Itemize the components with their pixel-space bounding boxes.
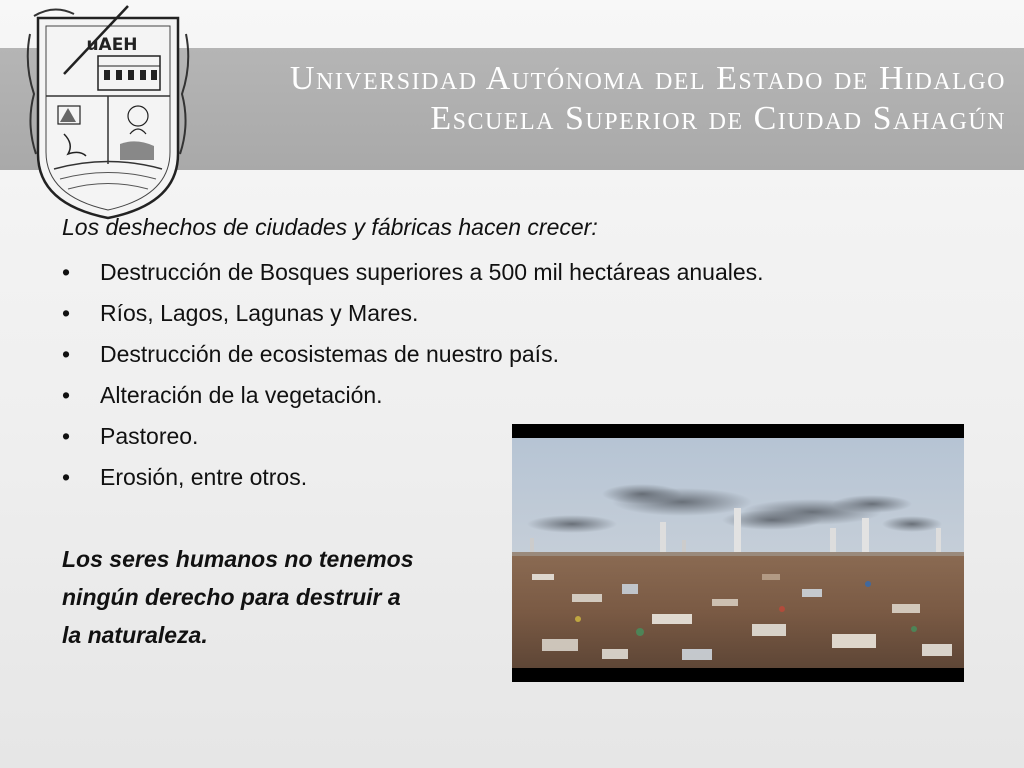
conclusion-line: Los seres humanos no tenemos — [62, 546, 414, 572]
bullet-text: Ríos, Lagos, Lagunas y Mares. — [100, 300, 419, 326]
conclusion-line: ningún derecho para destruir a — [62, 584, 401, 610]
bullet-marker: • — [62, 423, 71, 449]
bullet-text: Erosión, entre otros. — [100, 464, 308, 490]
conclusion-statement — [62, 540, 502, 654]
bullet-text: Alteración de la vegetación. — [100, 382, 383, 408]
bullet-text: Pastoreo. — [100, 423, 199, 449]
bullet-text: Destrucción de ecosistemas de nuestro país. — [100, 341, 559, 367]
bullet-marker: • — [62, 464, 71, 490]
bullet-item — [62, 375, 942, 416]
university-name: Universidad Autónoma del Estado de Hidalgo — [289, 60, 1006, 97]
seal-letters: uAEH — [86, 35, 138, 55]
bullet-item — [62, 334, 942, 375]
bullet-text: Destrucción de Bosques superiores a 500 mil hectáreas anuales. — [100, 259, 764, 285]
intro-text: Los deshechos de ciudades y fábricas hacen crecer: — [62, 214, 598, 240]
bullet-marker: • — [62, 259, 71, 285]
bullet-marker: • — [62, 300, 71, 326]
bullet-item — [62, 252, 942, 293]
pollution-landfill-photo — [512, 424, 964, 682]
school-name: Escuela Superior de Ciudad Sahagún — [430, 100, 1006, 137]
conclusion-line: la naturaleza. — [62, 622, 208, 648]
bullet-item — [62, 293, 942, 334]
bullet-marker: • — [62, 382, 71, 408]
bullet-marker: • — [62, 341, 71, 367]
university-seal-logo — [24, 4, 192, 222]
